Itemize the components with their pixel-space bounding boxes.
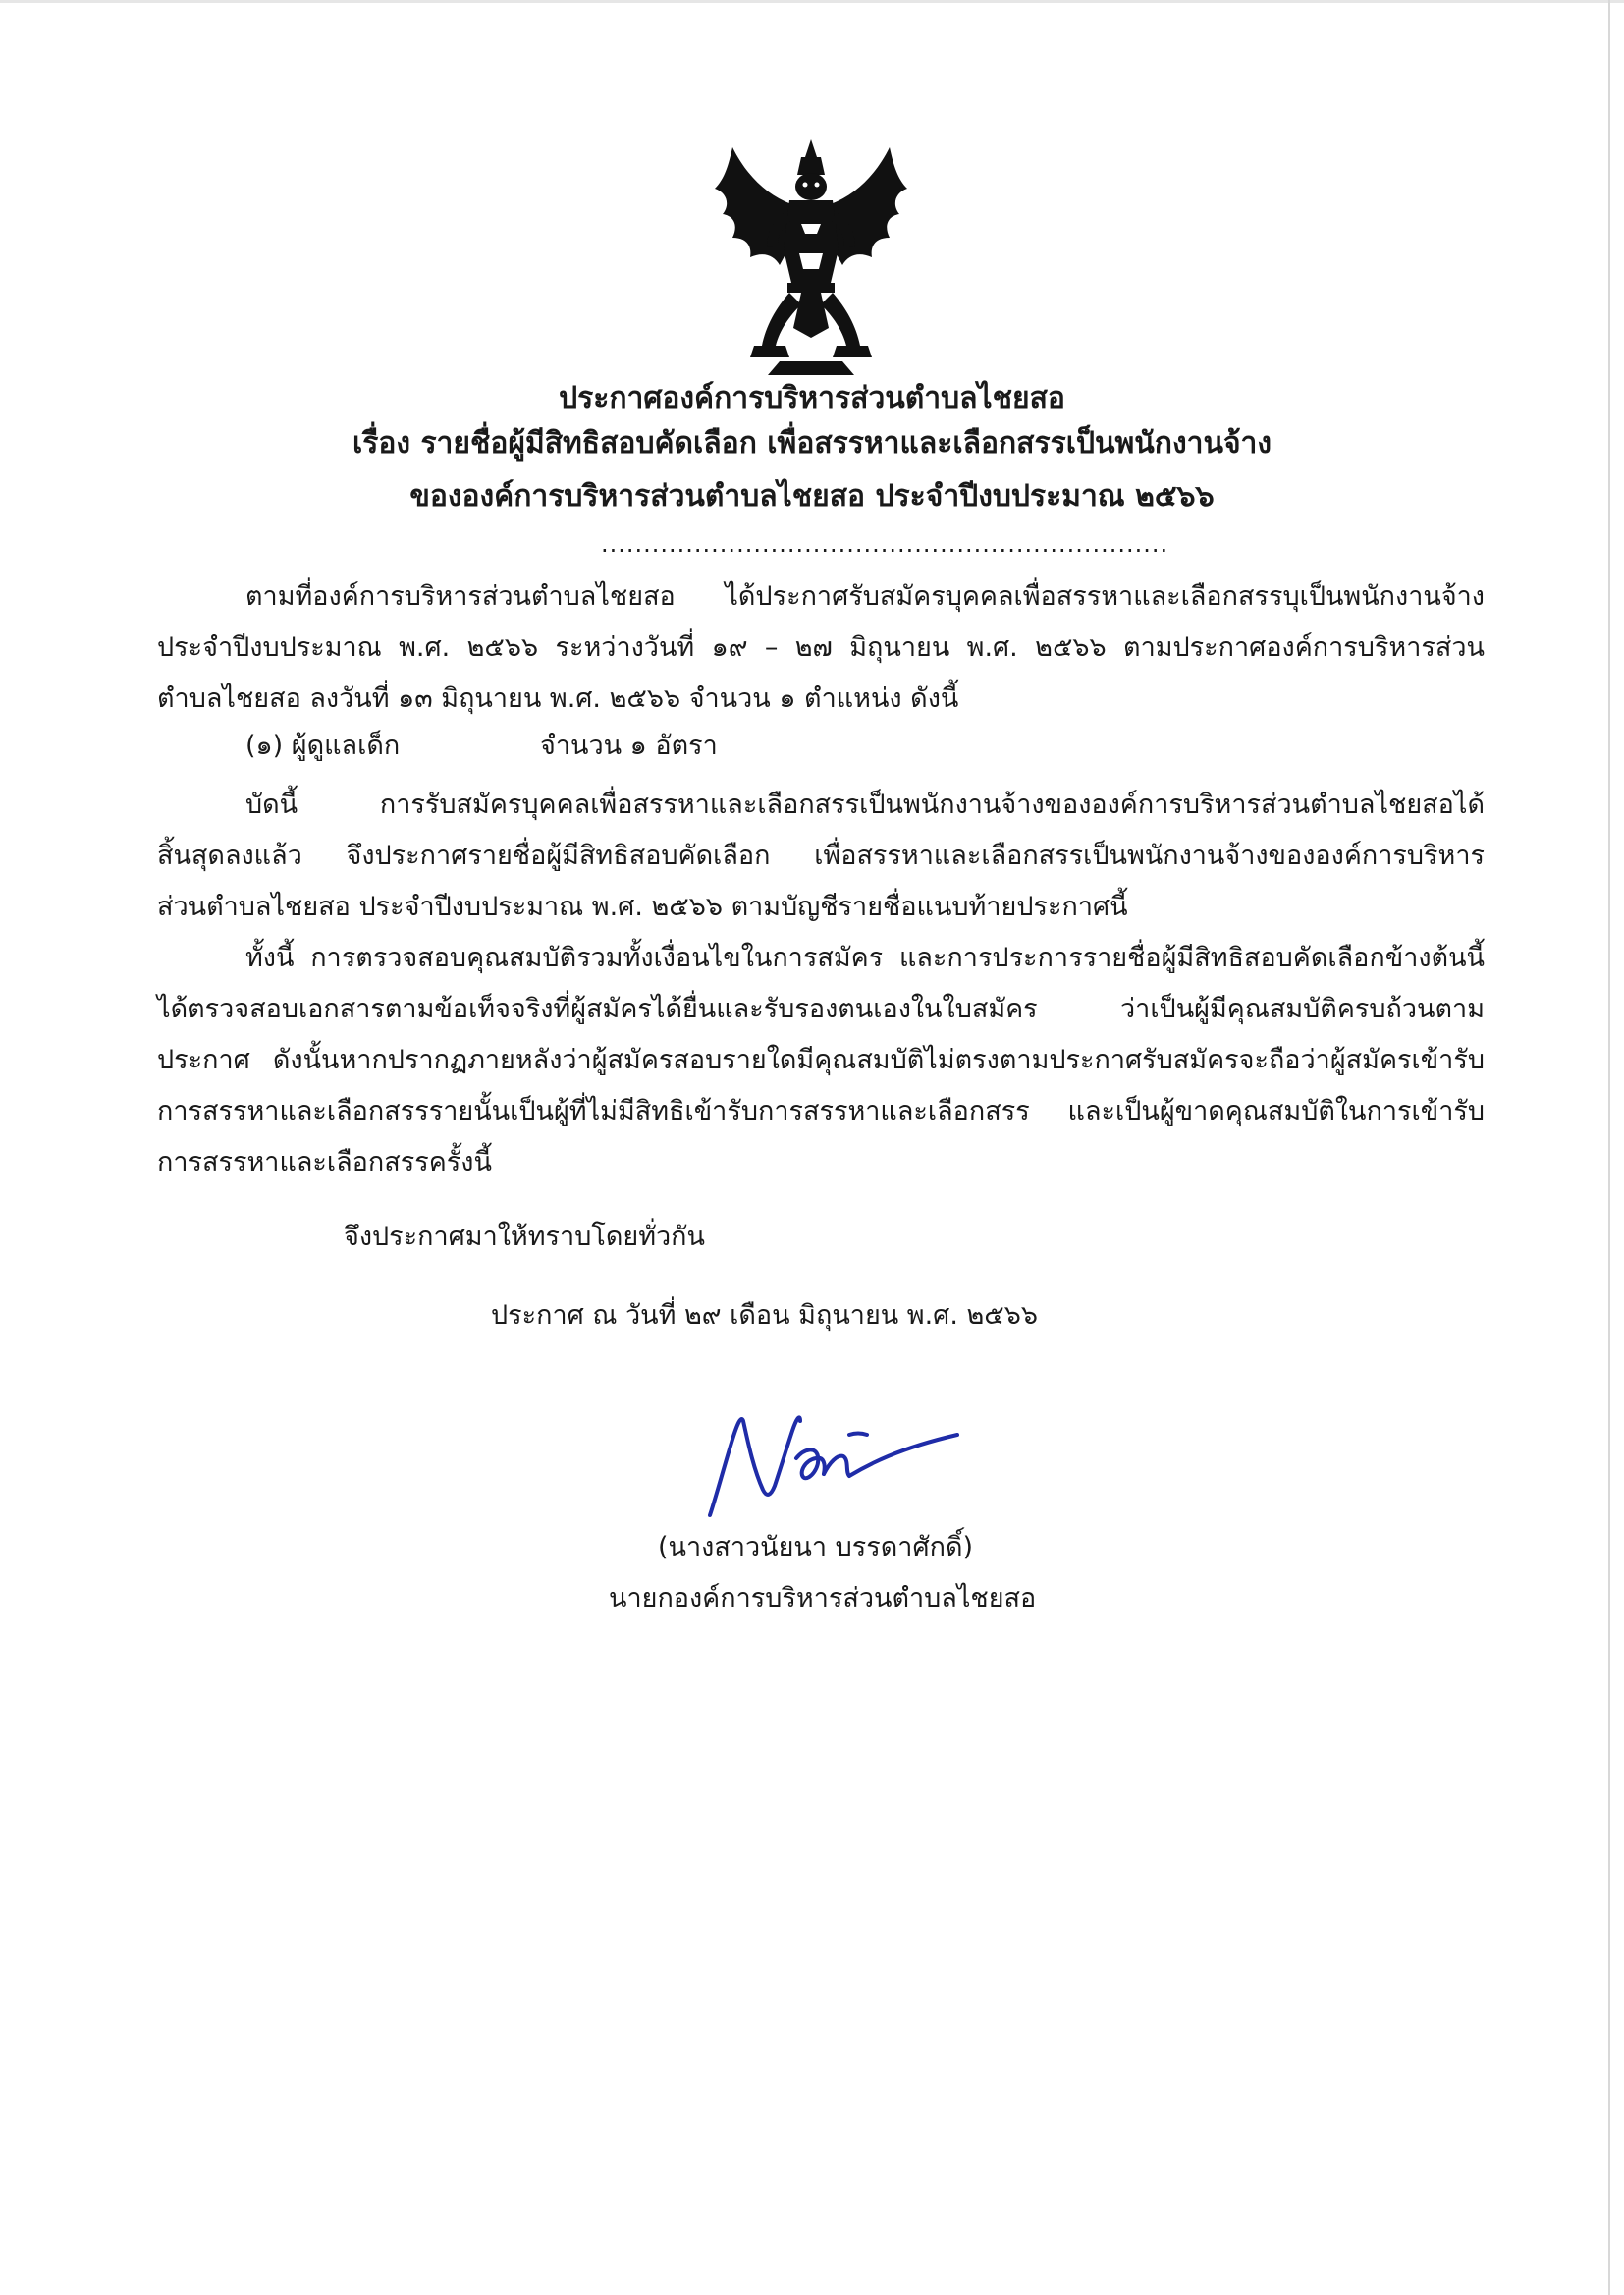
scan-edge-right bbox=[1608, 0, 1610, 2295]
announcement-heading: ประกาศองค์การบริหารส่วนตำบลไชยสอ bbox=[559, 381, 1065, 415]
signer-title: นายกองค์การบริหารส่วนตำบลไชยสอ bbox=[609, 1583, 1037, 1613]
paragraph-3-line-4: การสรรหาและเลือกสรรรายนั้นเป็นผู้ที่ไม่มีสิทธิเข้ารับการสรรหาและเลือกสรร และเป็นผู้ขาดคุณสมบัติในการเข้ารับ bbox=[157, 1096, 1485, 1126]
paragraph-2-line-3: ส่วนตำบลไชยสอ ประจำปีงบประมาณ พ.ศ. ๒๕๖๖ ตามบัญชีรายชื่อแนบท้ายประกาศนี้ bbox=[157, 892, 1128, 922]
paragraph-2-line-1: บัดนี้ การรับสมัครบุคคลเพื่อสรรหาและเลือกสรรเป็นพนักงานจ้างขององค์การบริหารส่วนตำบลไชยสอได้ bbox=[245, 790, 1485, 820]
garuda-emblem-icon bbox=[707, 136, 915, 383]
paragraph-1-line-1: ตามที่องค์การบริหารส่วนตำบลไชยสอ ได้ประกาศรับสมัครบุคคลเพื่อสรรหาและเลือกสรรบุเป็นพนักงานจ้าง bbox=[245, 581, 1485, 612]
paragraph-3-line-5: การสรรหาและเลือกสรรครั้งนี้ bbox=[157, 1147, 492, 1177]
handwritten-signature bbox=[702, 1399, 997, 1537]
announcement-subject: เรื่อง รายชื่อผู้มีสิทธิสอบคัดเลือก เพื่อสรรหาและเลือกสรรเป็นพนักงานจ้าง bbox=[352, 426, 1272, 461]
paragraph-1-line-3: ตำบลไชยสอ ลงวันที่ ๑๓ มิถุนายน พ.ศ. ๒๕๖๖ จำนวน ๑ ตำแหน่ง ดังนี้ bbox=[157, 683, 959, 714]
paragraph-3-line-1: ทั้งนี้ การตรวจสอบคุณสมบัติรวมทั้งเงื่อนไขในการสมัคร และการประการรายชื่อผู้มีสิทธิสอบคัดเลือกข้างต้นนี้ bbox=[245, 943, 1485, 973]
paragraph-3-line-2: ได้ตรวจสอบเอกสารตามข้อเท็จจริงที่ผู้สมัครได้ยื่นและรับรองตนเองในใบสมัคร ว่าเป็นผู้มีคุณสมบัติครบถ้วนตาม bbox=[157, 994, 1485, 1024]
scan-edge-top bbox=[0, 0, 1624, 3]
position-item: (๑) ผู้ดูแลเด็ก bbox=[245, 731, 401, 761]
signer-name: (นางสาวนัยนา บรรดาศักดิ์) bbox=[658, 1532, 974, 1562]
position-count: จำนวน ๑ อัตรา bbox=[540, 731, 718, 761]
announcement-date: ประกาศ ณ วันที่ ๒๙ เดือน มิถุนายน พ.ศ. ๒๕๖๖ bbox=[491, 1300, 1038, 1331]
announcement-organization-year: ขององค์การบริหารส่วนตำบลไชยสอ ประจำปีงบประมาณ ๒๕๖๖ bbox=[409, 479, 1215, 514]
closing-statement: จึงประกาศมาให้ทราบโดยทั่วกัน bbox=[344, 1222, 705, 1252]
paragraph-2-line-2: สิ้นสุดลงแล้ว จึงประกาศรายชื่อผู้มีสิทธิสอบคัดเลือก เพื่อสรรหาและเลือกสรรเป็นพนักงานจ้างขององค์การบริหาร bbox=[157, 841, 1485, 871]
paragraph-3-line-3: ประกาศ ดังนั้นหากปรากฏภายหลังว่าผู้สมัครสอบรายใดมีคุณสมบัติไม่ตรงตามประกาศรับสมัครจะถือว่าผู้สมัครเข้ารับ bbox=[157, 1045, 1485, 1075]
paragraph-1-line-2: ประจำปีงบประมาณ พ.ศ. ๒๕๖๖ ระหว่างวันที่ ๑๙ – ๒๗ มิถุนายน พ.ศ. ๒๕๖๖ ตามประกาศองค์การบริหารส่วน bbox=[157, 632, 1485, 663]
title-separator: ................................................................... bbox=[601, 530, 1169, 558]
